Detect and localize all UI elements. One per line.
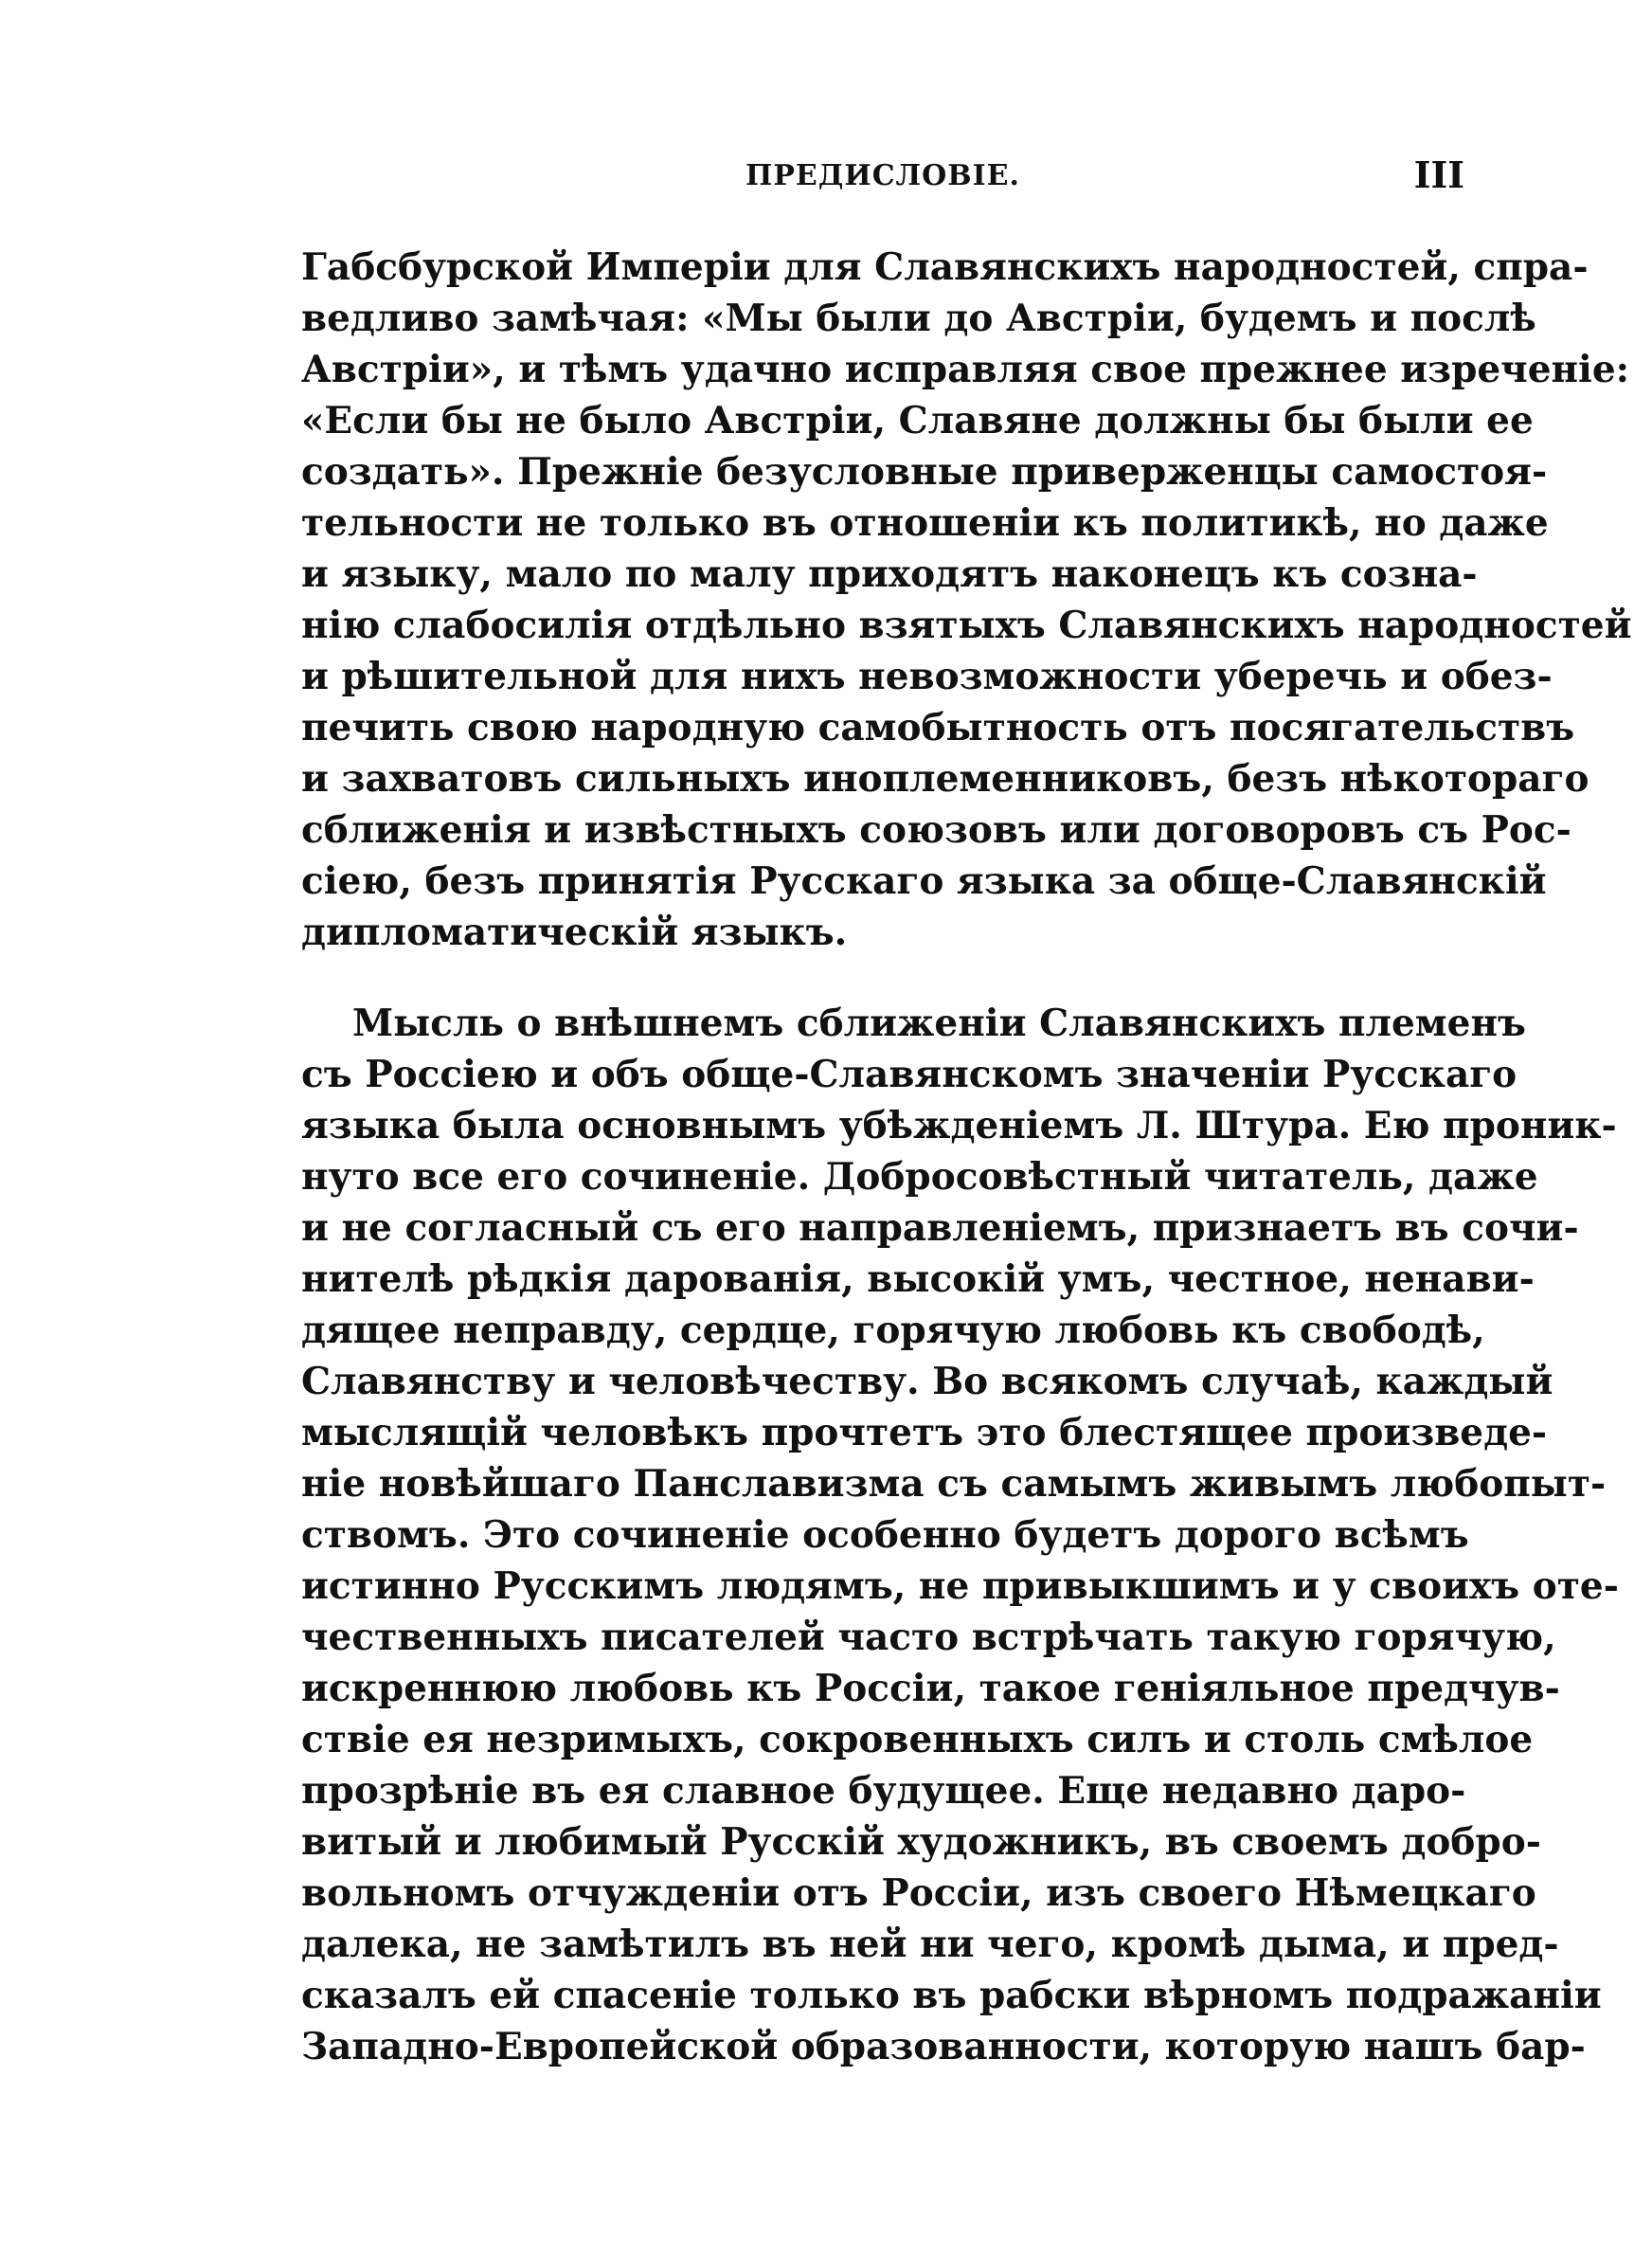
text-line: и захватовъ сильныхъ иноплеменниковъ, безъ нѣкотораго <box>301 757 1589 801</box>
running-title: ПРЕДИСЛОВІЕ. <box>745 159 1020 192</box>
paragraph-1 <box>301 242 1632 958</box>
text-line: нителѣ рѣдкія дарованія, высокій умъ, честное, ненави- <box>301 1257 1535 1301</box>
text-line: нію слабосилія отдѣльно взятыхъ Славянскихъ народностей <box>301 604 1632 647</box>
text-line: истинно Русскимъ людямъ, не привыкшимъ и у своихъ оте- <box>301 1564 1619 1608</box>
text-line: вольномъ отчужденіи отъ Россіи, изъ своего Нѣмецкаго <box>301 1871 1536 1915</box>
text-line: чественныхъ писателей часто встрѣчать такую горячую, <box>301 1616 1556 1659</box>
text-line: ствомъ. Это сочиненіе особенно будетъ дорого всѣмъ <box>301 1513 1469 1557</box>
text-line: прозрѣніе въ ея славное будущее. Еще недавно даро- <box>301 1769 1466 1813</box>
text-line: далека, не замѣтилъ въ ней ни чего, кромѣ дыма, и пред- <box>301 1923 1559 1966</box>
page-number: III <box>1413 153 1464 196</box>
text-line: дящее неправду, сердце, горячую любовь къ свободѣ, <box>301 1309 1485 1352</box>
text-line: сближенія и извѣстныхъ союзовъ или договоровъ съ Рос- <box>301 808 1571 852</box>
text-line: ніе новѣйшаго Панславизма съ самымъ живымъ любопыт- <box>301 1462 1607 1506</box>
text-line: Мысль о внѣшнемъ сближеніи Славянскихъ племенъ <box>352 1002 1526 1045</box>
running-head <box>301 153 1464 207</box>
text-line: печить свою народную самобытность отъ посягательствъ <box>301 706 1575 749</box>
text-line: Габсбурской Имперіи для Славянскихъ народностей, спра- <box>301 245 1589 289</box>
text-line: ведливо замѣчая: «Мы были до Австріи, будемъ и послѣ <box>301 297 1536 340</box>
paragraph-2 <box>301 998 1619 2072</box>
text-line: витый и любимый Русскій художникъ, въ своемъ добро- <box>301 1820 1541 1864</box>
text-line: дипломатическій языкъ. <box>301 911 848 954</box>
text-line: ствіе ея незримыхъ, сокровенныхъ силъ и столь смѣлое <box>301 1718 1534 1761</box>
body-text <box>301 242 1632 2072</box>
text-line: и не согласный съ его направленіемъ, признаетъ въ сочи- <box>301 1206 1579 1250</box>
text-line: и рѣшительной для нихъ невозможности уберечь и обез- <box>301 655 1553 698</box>
text-line: и языку, мало по малу приходятъ наконецъ къ созна- <box>301 552 1478 596</box>
text-line: нуто все его сочиненіе. Добросовѣстный читатель, даже <box>301 1155 1538 1199</box>
text-line: Западно-Европейской образованности, которую нашъ бар- <box>301 2025 1586 2068</box>
text-line: сказалъ ей спасеніе только въ рабски вѣрномъ подражаніи <box>301 1974 1602 2017</box>
text-line: съ Россіею и объ обще-Славянскомъ значеніи Русскаго <box>301 1053 1517 1096</box>
text-line: искреннюю любовь къ Россіи, такое геніяльное предчув- <box>301 1667 1560 1710</box>
text-line: Славянству и человѣчеству. Во всякомъ случаѣ, каждый <box>301 1360 1553 1403</box>
text-line: «Если бы не было Австріи, Славяне должны бы были ее <box>301 399 1534 442</box>
text-line: тельности не только въ отношеніи къ политикѣ, но даже <box>301 501 1549 545</box>
text-line: сіею, безъ принятія Русскаго языка за обще-Славянскій <box>301 859 1547 903</box>
text-line: Австріи», и тѣмъ удачно исправляя свое прежнее изреченіе: <box>301 348 1630 391</box>
text-line: языка была основнымъ убѣжденіемъ Л. Штура. Ею проник- <box>301 1104 1617 1147</box>
text-line: создать». Прежніе безусловные приверженцы самостоя- <box>301 450 1548 494</box>
text-line: мыслящій человѣкъ прочтетъ это блестящее произведе- <box>301 1411 1548 1454</box>
